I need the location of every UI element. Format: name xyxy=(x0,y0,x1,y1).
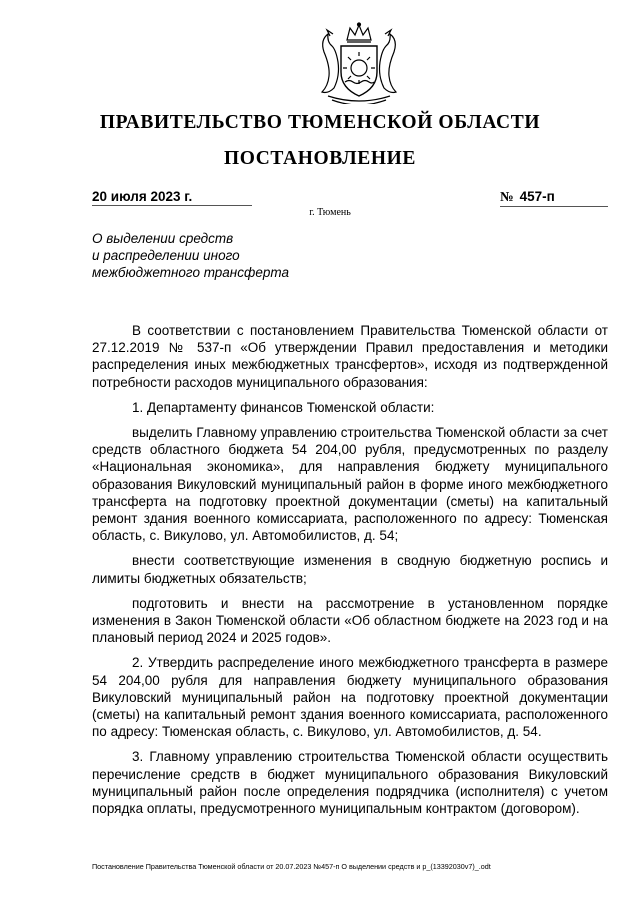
body-paragraph-item-3: 3. Главному управлению строительства Тюменской области осуществить перечисление средств в бюджет муниципального образования Викуловский муниципальный район после определения подрядчика (исполнителя) с учетом порядка оплаты, предусмотренного муниципальным контрактом (договором). xyxy=(92,749,608,817)
body-paragraph-item-1-prepare-law: подготовить и внести на рассмотрение в установленном порядке изменения в Закон Тюменской области «Об областном бюджете на 2023 год и на плановый период 2024 и 2025 годов». xyxy=(92,595,608,646)
body-paragraph-item-1: 1. Департаменту финансов Тюменской области: xyxy=(132,399,435,415)
document-body xyxy=(92,322,608,825)
subject-line: межбюджетного трансферта xyxy=(92,265,290,280)
subject-line: О выделении средств xyxy=(92,231,234,246)
document-city: г. Тюмень xyxy=(309,207,351,218)
document-subject xyxy=(92,230,352,281)
body-paragraph-item-1-allocate: выделить Главному управлению строительства Тюменской области за счет средств областного бюджета 54 204,00 рубля, предусмотренных по разделу «Национальная экономика», для направления бюджету муниципального образования Викуловский муниципальный район в форме иного межбюджетного трансферта на подготовку проектной документации (сметы) на капитальный ремонт здания военного комиссариата, расположенного по адресу: Тюменская область, с. Викулово, ул. Автомобилистов, д. 54; xyxy=(92,425,608,544)
document-number: 457-п xyxy=(519,189,555,204)
body-paragraph-item-2: 2. Утвердить распределение иного межбюджетного трансферта в размере 54 204,00 рубля для направления бюджету муниципального образования Викуловский муниципальный район на подготовку проектной документации (сметы) на капитальный ремонт здания военного комиссариата, расположенного по адресу: Тюменская область, с. Викулово, ул. Автомобилистов, д. 54. xyxy=(92,655,608,740)
number-sign: № xyxy=(500,189,514,204)
document-date: 20 июля 2023 г. xyxy=(92,189,252,206)
body-paragraph-preamble: В соответствии с постановлением Правительства Тюменской области от 27.12.2019 № 537-п «Об утверждении Правил предоставления и методики распределения иных межбюджетных трансфертов», исходя из подтвержденной потребности расходов муниципального образования: xyxy=(92,323,608,390)
document-number-field xyxy=(500,189,608,207)
subject-line: и распределении иного xyxy=(92,248,240,263)
document-type-title: ПОСТАНОВЛЕНИЕ xyxy=(223,148,417,169)
body-paragraph-item-1-amend-budget: внести соответствующие изменения в сводную бюджетную роспись и лимиты бюджетных обязательств; xyxy=(92,553,608,586)
organization-title: ПРАВИТЕЛЬСТВО ТЮМЕНСКОЙ ОБЛАСТИ xyxy=(99,112,541,133)
coat-of-arms-icon xyxy=(314,22,404,104)
document-footer: Постановление Правительства Тюменской области от 20.07.2023 №457-п О выделении средств и р_(13392030v7)_.odt xyxy=(92,862,491,871)
